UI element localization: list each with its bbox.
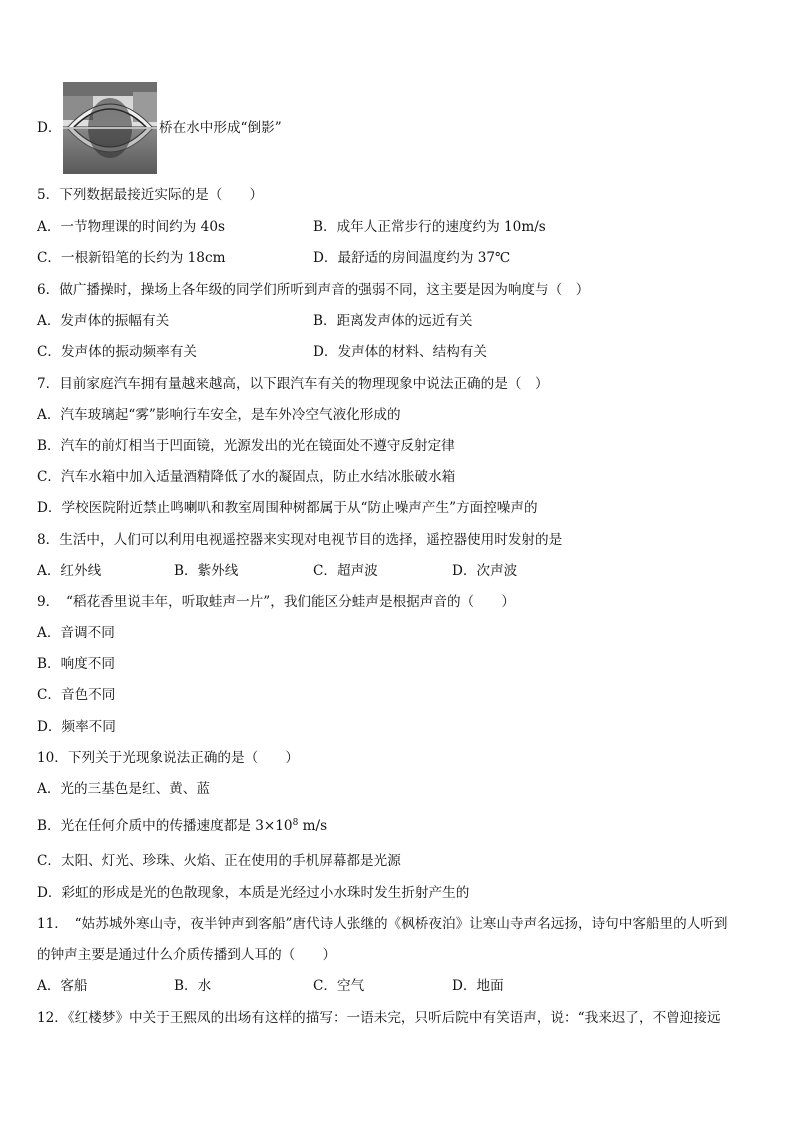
q9-option-c[interactable]: C．音色不同 xyxy=(37,687,116,703)
q11-option-b[interactable]: B．水 xyxy=(174,978,212,994)
q11-option-a[interactable]: A．客船 xyxy=(37,978,88,994)
q5-option-a[interactable]: A．一节物理课的时间约为 40s xyxy=(37,219,225,235)
q11-stem-line2: 的钟声主要是通过什么介质传播到人耳的（ ） xyxy=(37,947,337,963)
q10-option-c[interactable]: C．太阳、灯光、珍珠、火焰、正在使用的手机屏幕都是光源 xyxy=(37,853,401,869)
q10-option-b[interactable] xyxy=(37,817,327,835)
q9-option-d[interactable]: D．频率不同 xyxy=(37,719,116,735)
q11-stem-line1: 11． “姑苏城外寒山寺，夜半钟声到客船”唐代诗人张继的《枫桥夜泊》让寒山寺声名远扬，诗句中客船里的人听到 xyxy=(37,916,728,932)
q10-option-b-text: B．光在任何介质中的传播速度都是 3×10 xyxy=(37,818,293,834)
q11-option-d[interactable]: D．地面 xyxy=(452,978,504,994)
q10-option-b-unit: m/s xyxy=(302,818,328,834)
q5-option-b[interactable]: B．成年人正常步行的速度约为 10m/s xyxy=(313,219,546,235)
q8-option-c[interactable]: C．超声波 xyxy=(313,563,378,579)
q8-option-a[interactable]: A．红外线 xyxy=(37,563,102,579)
q7-option-c[interactable]: C．汽车水箱中加入适量酒精降低了水的凝固点，防止水结冰胀破水箱 xyxy=(37,469,456,485)
q4-option-d[interactable] xyxy=(37,82,437,174)
q8-stem: 8．生活中，人们可以利用电视遥控器来实现对电视节目的选择，遥控器使用时发射的是 xyxy=(37,532,563,548)
bridge-reflection-photo xyxy=(63,82,157,174)
q10-option-b-exponent: 8 xyxy=(292,818,299,828)
q5-stem: 5．下列数据最接近实际的是（ ） xyxy=(37,187,264,203)
q7-stem: 7．目前家庭汽车拥有量越来越高，以下跟汽车有关的物理现象中说法正确的是（ ） xyxy=(37,376,549,392)
q6-option-c[interactable]: C．发声体的振动频率有关 xyxy=(37,344,197,360)
q6-option-a[interactable]: A．发声体的振幅有关 xyxy=(37,313,170,329)
q4-option-d-text: 桥在水中形成“倒影” xyxy=(159,120,282,136)
q10-stem: 10．下列关于光现象说法正确的是（ ） xyxy=(37,750,299,766)
q7-option-d[interactable]: D．学校医院附近禁止鸣喇叭和教室周围种树都属于从“防止噪声产生”方面控噪声的 xyxy=(37,500,538,516)
q6-stem: 6．做广播操时，操场上各年级的同学们所听到声音的强弱不同，这主要是因为响度与（ ） xyxy=(37,282,590,298)
q4-option-d-letter: D． xyxy=(37,120,62,136)
q5-option-c[interactable]: C．一根新铅笔的长约为 18cm xyxy=(37,250,226,266)
q10-option-d[interactable]: D．彩虹的形成是光的色散现象，本质是光经过小水珠时发生折射产生的 xyxy=(37,885,470,901)
q7-option-a[interactable]: A．汽车玻璃起“雾”影响行车安全，是车外冷空气液化形成的 xyxy=(37,407,401,423)
q7-option-b[interactable]: B．汽车的前灯相当于凹面镜，光源发出的光在镜面处不遵守反射定律 xyxy=(37,438,455,454)
q9-stem: 9． “稻花香里说丰年，听取蛙声一片”，我们能区分蛙声是根据声音的（ ） xyxy=(37,594,515,610)
q9-option-a[interactable]: A．音调不同 xyxy=(37,625,115,641)
q9-option-b[interactable]: B．响度不同 xyxy=(37,656,115,672)
q8-option-b[interactable]: B．紫外线 xyxy=(174,563,239,579)
q12-stem-line1: 12．《红楼梦》中关于王熙凤的出场有这样的描写：一语未完，只听后院中有笑语声，说：“我来迟了，不曾迎接远 xyxy=(37,1010,721,1026)
q6-option-b[interactable]: B．距离发声体的远近有关 xyxy=(313,313,473,329)
q5-option-d[interactable]: D．最舒适的房间温度约为 37℃ xyxy=(313,250,511,266)
q8-option-d[interactable]: D．次声波 xyxy=(452,563,518,579)
q6-option-d[interactable]: D．发声体的材料、结构有关 xyxy=(313,344,488,360)
q11-option-c[interactable]: C．空气 xyxy=(313,978,365,994)
q10-option-a[interactable]: A．光的三基色是红、黄、蓝 xyxy=(37,781,210,797)
